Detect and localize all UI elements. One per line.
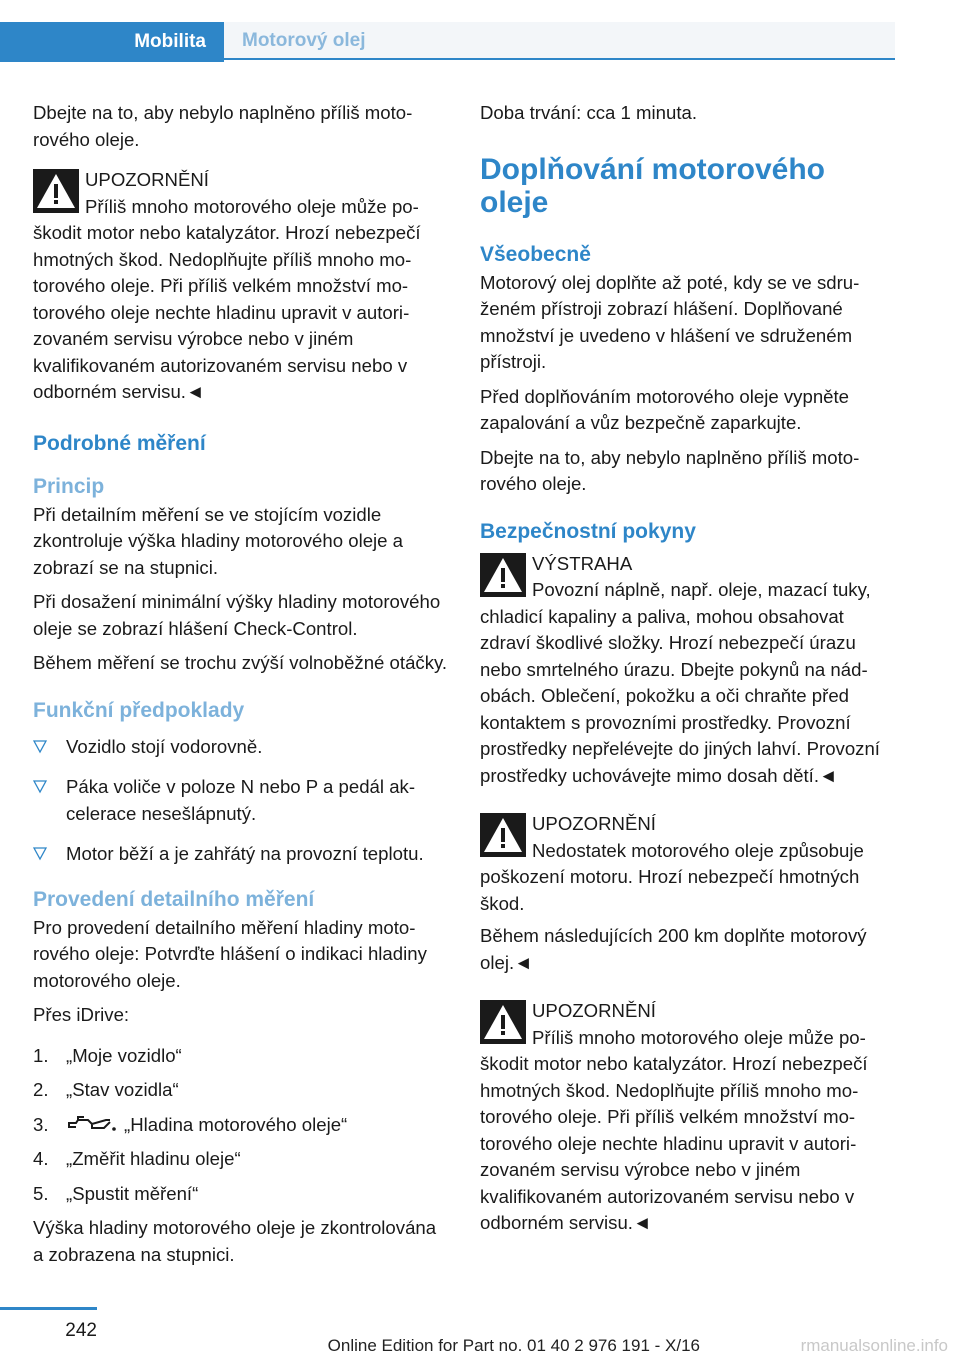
paragraph: Při dosažení minimální výšky hladiny motorového oleje se zobrazí hlášení Check-Control.	[33, 591, 441, 639]
warning-title: VÝSTRAHA	[532, 552, 633, 574]
list-item: 2. „Stav vozidla“	[33, 1079, 179, 1100]
paragraph: Pro provedení detailního měření hladiny motorového oleje: Potvrďte hlášení o indikaci hladiny motorového oleje.	[33, 916, 427, 991]
warning-box	[33, 167, 448, 406]
steps-list	[33, 1043, 448, 1208]
list-item: 3. „Hladina motorového oleje“	[33, 1113, 348, 1135]
section-heading: Podrobné měření	[33, 431, 206, 455]
right-column	[480, 100, 895, 1259]
subheading: Všeobecně	[480, 242, 591, 266]
paragraph: Během následujících 200 km doplňte motorový olej.◄	[480, 925, 867, 973]
triangle-bullet-icon	[33, 847, 47, 861]
warning-triangle-icon	[480, 1000, 526, 1044]
warning-text: Příliš mnoho motorového oleje může poškodit motor nebo katalyzátor. Hrozí nebezpečí hmotných škod. Nedoplňujte příliš mnoho motorového oleje. Při příliš velkém množství motorového oleje nechte hladinu upravit v autorizovaném servisu výrobce nebo v jiném kvalifikovaném autorizovaném servisu nebo v odborném servisu.◄	[480, 1026, 868, 1233]
warning-box	[480, 551, 895, 790]
warning-title: UPOZORNĚNÍ	[532, 813, 656, 834]
prerequisites-list	[33, 734, 448, 868]
warning-triangle-icon	[33, 169, 79, 213]
list-item: 1. „Moje vozidlo“	[33, 1044, 182, 1066]
list-item: 5. „Spustit měření“	[33, 1182, 199, 1204]
triangle-bullet-icon	[33, 740, 47, 754]
paragraph: Při detailním měření se ve stojícím vozidle zkontroluje výška hladiny motorového oleje a zobrazí se na stupnici.	[33, 503, 404, 578]
section-heading: Bezpečnostní pokyny	[480, 519, 696, 543]
steering-oil-icon	[66, 1115, 118, 1133]
page-number: 242	[0, 1307, 97, 1342]
paragraph: Výška hladiny motorového oleje je zkontrolována a zobrazena na stupnici.	[33, 1217, 437, 1265]
paragraph: Během měření se trochu zvýší volnoběžné otáčky.	[33, 652, 448, 673]
list-item: Vozidlo stojí vodorovně.	[33, 734, 448, 761]
page-title: Doplňování motorového oleje	[480, 152, 825, 219]
warning-triangle-icon	[480, 813, 526, 857]
warning-box	[480, 998, 895, 1237]
list-item: Páka voliče v poloze N nebo P a pedál akcelerace nesešlápnutý.	[33, 774, 448, 827]
warning-text: Povozní náplně, např. oleje, mazací tuky, chladicí kapaliny a paliva, mohou obsahovat zdraví škodlivé složky. Hrozí nebezpečí úrazu nebo smrtelného úrazu. Dbejte pokynů na nádobách. Oblečení, pokožku a oči chraňte před kontaktem s provozními prostředky. Provozní prostředky nepřelévejte do jiných lahví. Provozní prostředky uchovávejte mimo dosah dětí.◄	[480, 579, 880, 786]
subheading: Princip	[33, 474, 105, 498]
warning-text: Nedostatek motorového oleje způsobuje poškození motoru. Hrozí nebezpečí hmotných škod.	[480, 839, 864, 914]
header-tabs	[0, 22, 895, 62]
edition-footer: Online Edition for Part no. 01 40 2 976 191 - X/16	[327, 1336, 700, 1355]
subheading: Funkční předpoklady	[33, 698, 245, 722]
paragraph: Před doplňováním motorového oleje vypněte zapalování a vůz bezpečně zaparkujte.	[480, 385, 850, 433]
paragraph: Motorový olej doplňte až poté, kdy se ve sdruženém přístroji zobrazí hlášení. Doplňované množství je uvedeno v hlášení ve sdruženém přístroji.	[480, 271, 860, 372]
paragraph: Doba trvání: cca 1 minuta.	[480, 102, 698, 123]
paragraph: Přes iDrive:	[33, 1004, 130, 1025]
warning-text: Příliš mnoho motorového oleje může poškodit motor nebo katalyzátor. Hrozí nebezpečí hmotných škod. Nedoplňujte příliš mnoho motorového oleje. Při příliš velkém množství motorového oleje nechte hladinu upravit v autorizovaném servisu výrobce nebo v jiném kvalifikovaném autorizovaném servisu nebo v odborném servisu.◄	[33, 195, 421, 402]
subsection-tab: Motorový olej	[224, 22, 895, 60]
list-item: Motor běží a je zahřátý na provozní teplotu.	[33, 841, 448, 868]
warning-title: UPOZORNĚNÍ	[532, 1000, 656, 1021]
list-item: 4. „Změřit hladinu oleje“	[33, 1148, 241, 1169]
warning-title: UPOZORNĚNÍ	[85, 169, 209, 190]
paragraph: Dbejte na to, aby nebylo naplněno příliš motorového oleje.	[33, 102, 413, 150]
section-tab: Mobilita	[0, 22, 224, 62]
paragraph: Dbejte na to, aby nebylo naplněno příliš motorového oleje.	[480, 446, 860, 494]
subheading: Provedení detailního měření	[33, 887, 315, 911]
warning-box	[480, 811, 895, 976]
watermark: rmanualsonline.info	[800, 1336, 948, 1355]
triangle-bullet-icon	[33, 780, 47, 794]
warning-triangle-icon	[480, 553, 526, 597]
left-column	[33, 100, 448, 1276]
